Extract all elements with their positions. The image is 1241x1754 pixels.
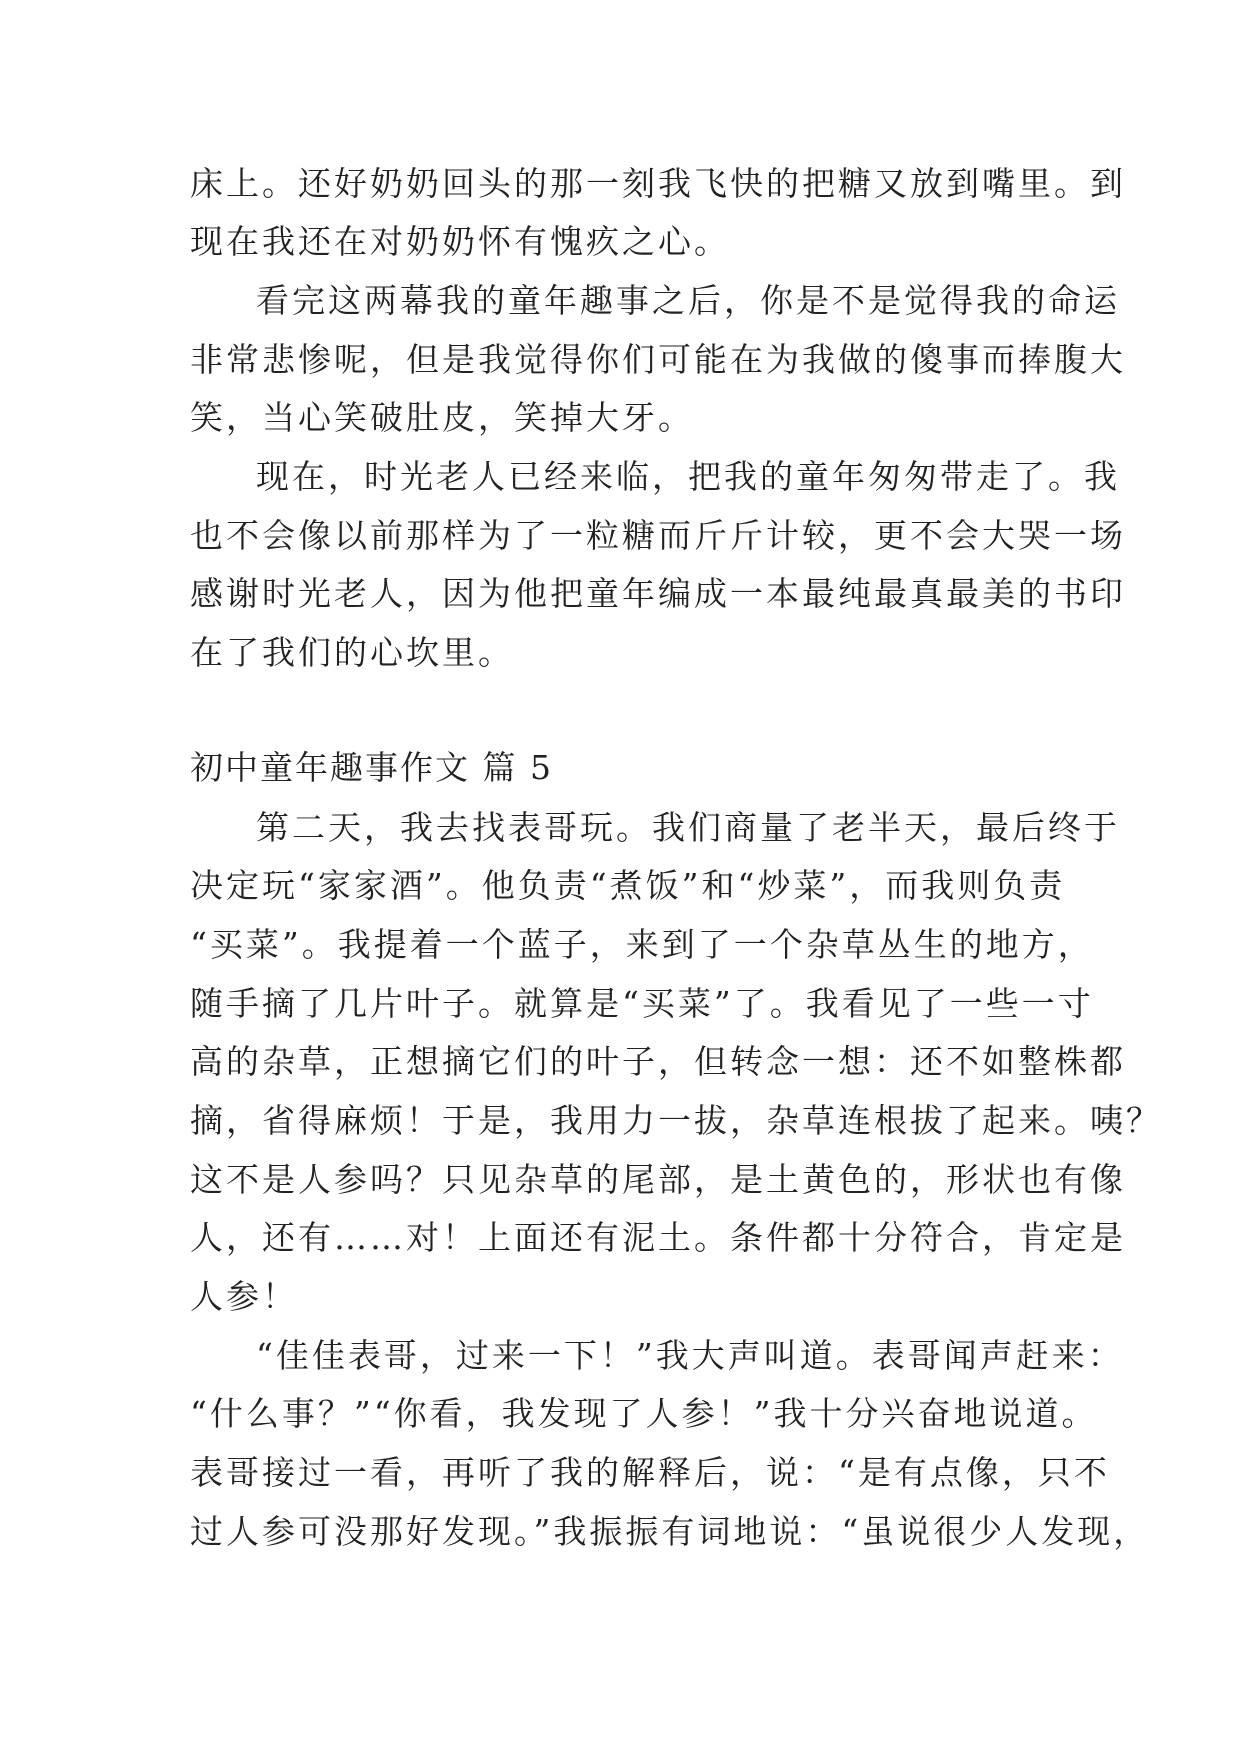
text-line: “买菜”。我提着一个蓝子，来到了一个杂草丛生的地方， (190, 925, 1094, 964)
paragraph-first-line: 看完这两幕我的童年趣事之后，你是不是觉得我的命运 (256, 281, 1120, 320)
text-line: 感谢时光老人，因为他把童年编成一本最纯最真最美的书印 (190, 574, 1126, 613)
text-line: 这不是人参吗？只见杂草的尾部，是土黄色的，形状也有像 (190, 1160, 1126, 1199)
paragraph-first-line: “佳佳表哥，过来一下！”我大声叫道。表哥闻声赶来： (256, 1336, 1124, 1375)
text-line: 人，还有……对！上面还有泥土。条件都十分符合，肯定是 (190, 1218, 1126, 1257)
text-line: 随手摘了几片叶子。就算是“买菜”了。我看见了一些一寸 (190, 984, 1094, 1023)
text-line: 非常悲惨呢，但是我觉得你们可能在为我做的傻事而捧腹大 (190, 340, 1126, 379)
text-line: 笑，当心笑破肚皮，笑掉大牙。 (190, 398, 694, 437)
text-line: 床上。还好奶奶回头的那一刻我飞快的把糖又放到嘴里。到 (190, 164, 1126, 203)
text-line: 现在我还在对奶奶怀有愧疚之心。 (190, 222, 730, 261)
paragraph-first-line: 第二天，我去找表哥玩。我们商量了老半天，最后终于 (256, 808, 1120, 847)
paragraph-first-line: 现在，时光老人已经来临，把我的童年匆匆带走了。我 (256, 457, 1120, 496)
text-line: 决定玩“家家酒”。他负责“煮饭”和“炒菜”，而我则负责 (190, 866, 1066, 905)
section-heading: 初中童年趣事作文 篇 5 (190, 748, 553, 787)
text-line: “什么事？”“你看，我发现了人参！”我十分兴奋地说道。 (190, 1394, 1098, 1433)
text-line: 也不会像以前那样为了一粒糖而斤斤计较，更不会大哭一场 (190, 516, 1126, 555)
text-line: 过人参可没那好发现。”我振振有词地说：“虽说很少人发现， (190, 1512, 1150, 1551)
text-line: 在了我们的心坎里。 (190, 633, 514, 672)
text-line: 表哥接过一看，再听了我的解释后，说：“是有点像，只不 (190, 1453, 1110, 1492)
text-line: 高的杂草，正想摘它们的叶子，但转念一想：还不如整株都 (190, 1042, 1126, 1081)
text-line: 摘，省得麻烦！于是，我用力一拔，杂草连根拔了起来。咦？ (190, 1101, 1162, 1140)
text-line: 人参！ (190, 1277, 298, 1316)
